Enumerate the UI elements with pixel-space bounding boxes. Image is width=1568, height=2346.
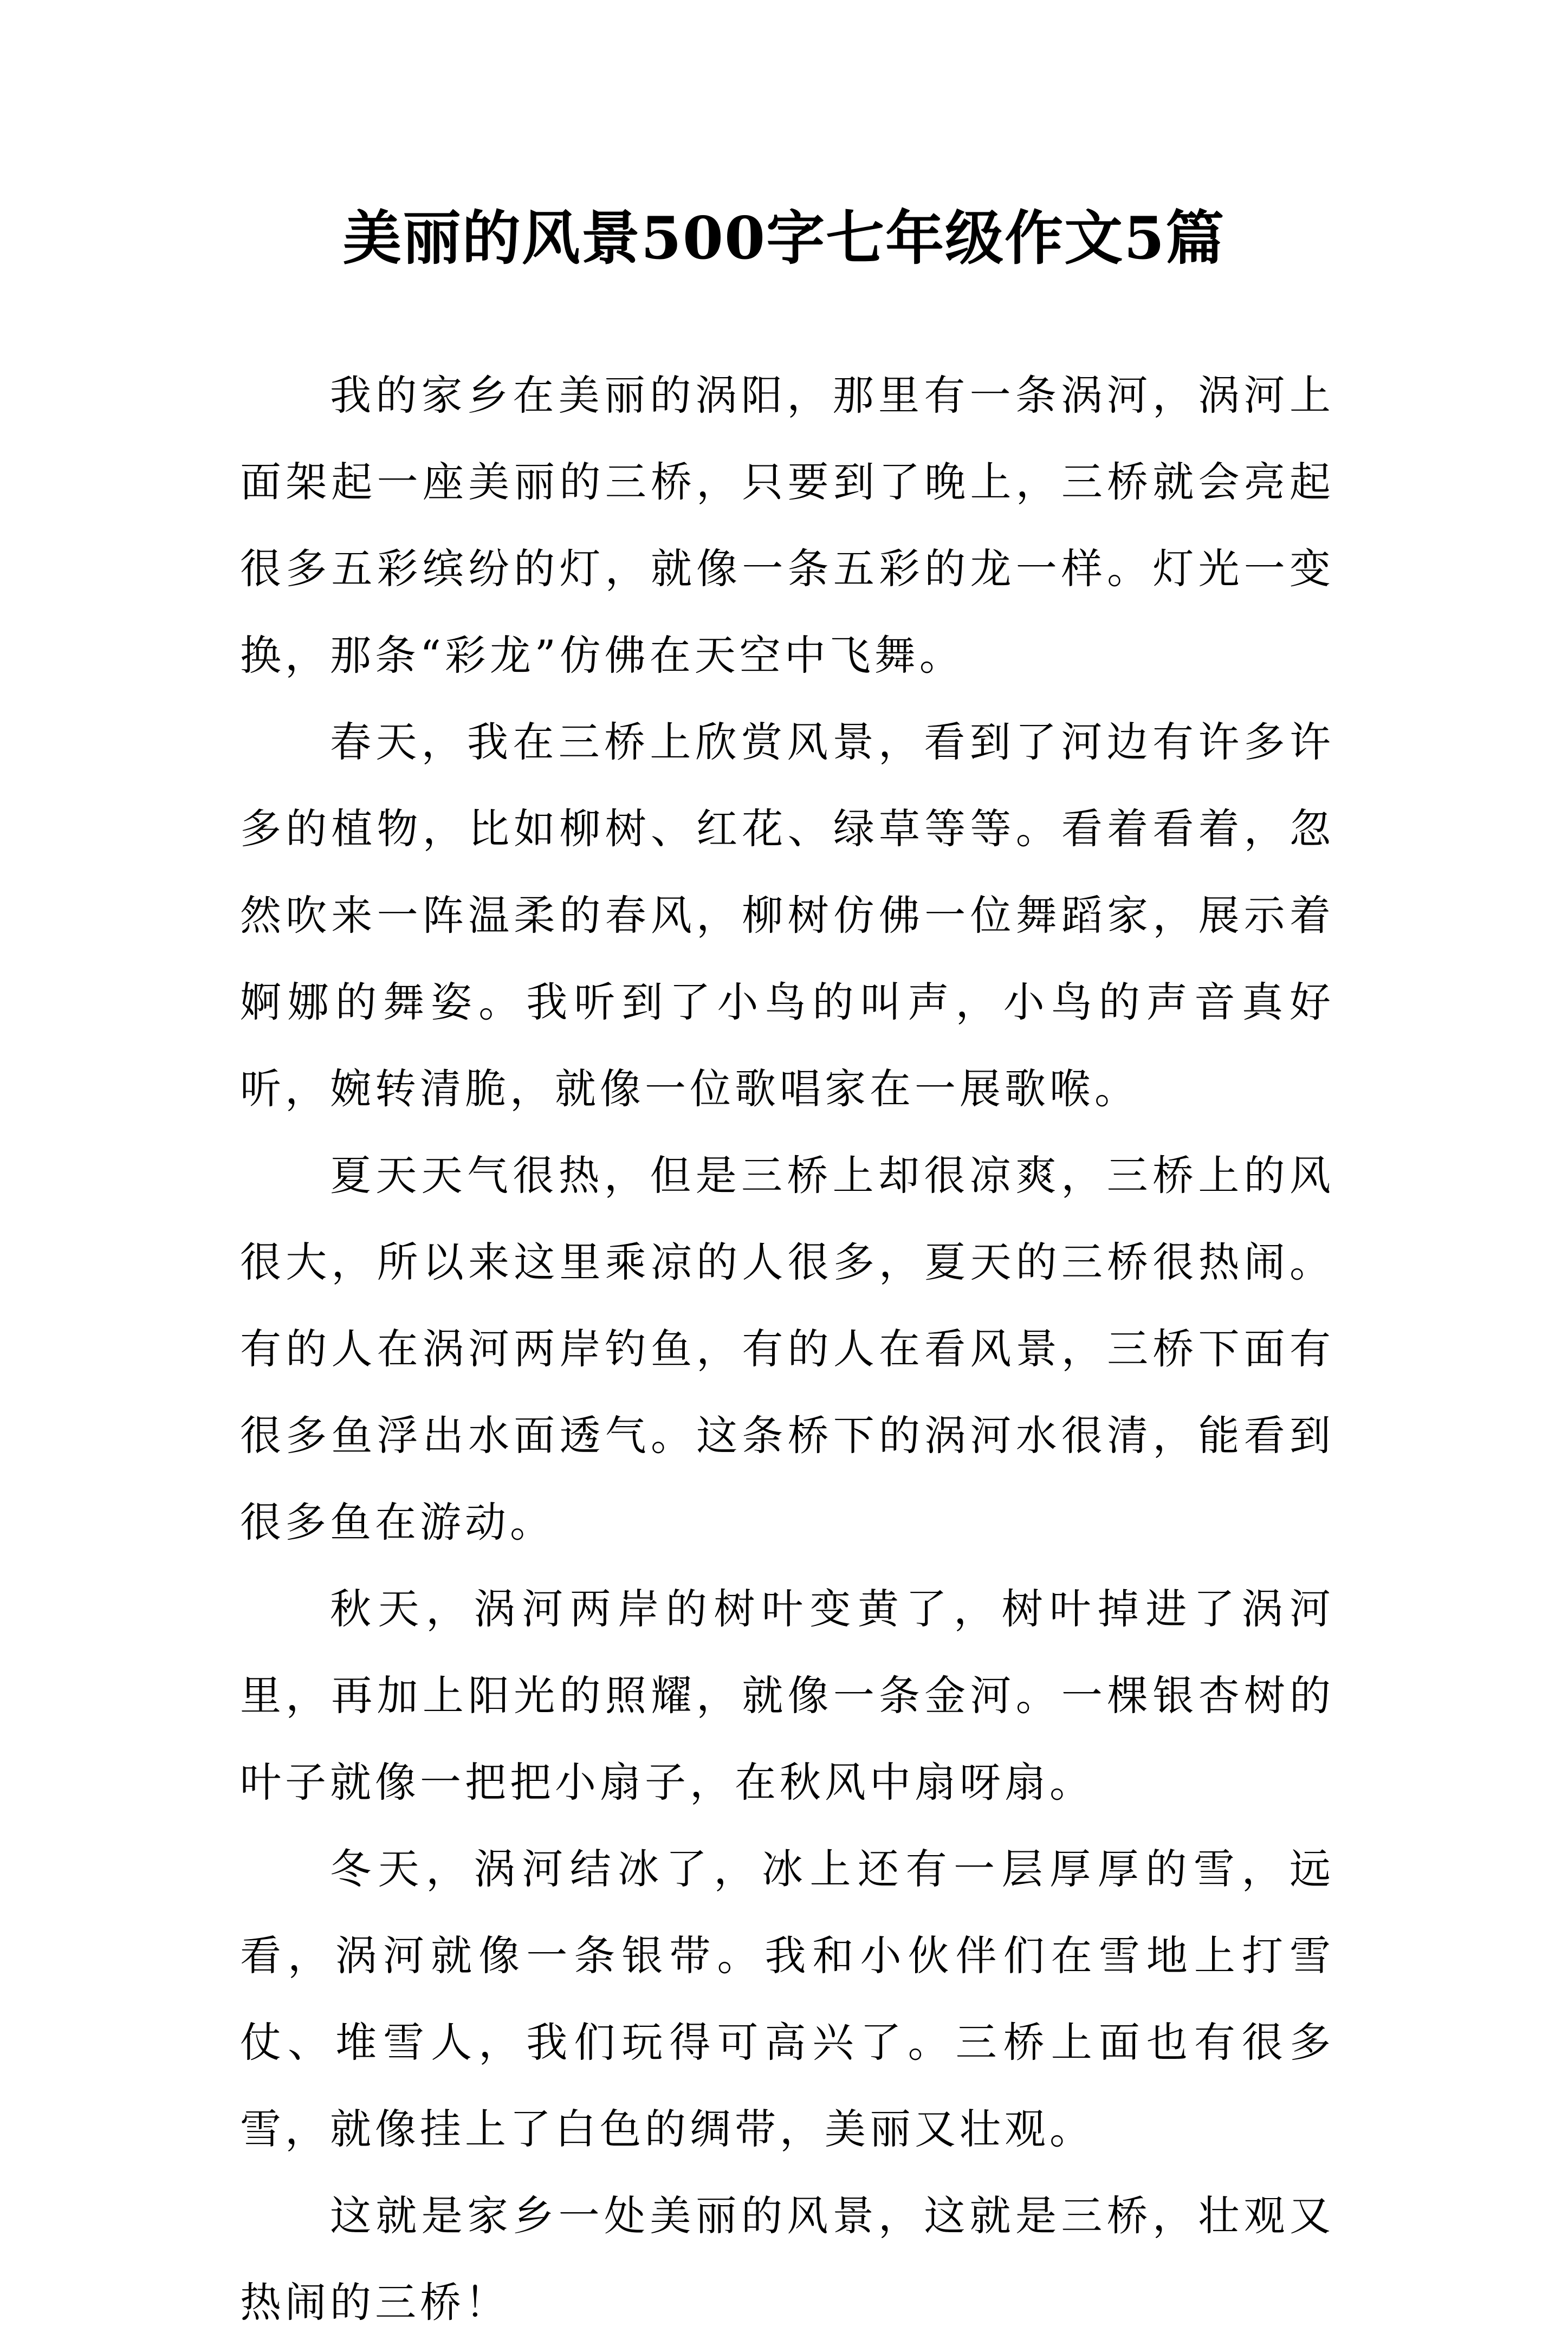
paragraph-winter: 冬天，涡河结冰了，冰上还有一层厚厚的雪，远看，涡河就像一条银带。我和小伙伴们在雪地上打雪仗、堆雪人，我们玩得可高兴了。三桥上面也有很多雪，就像挂上了白色的绸带，美丽又壮观。	[240, 1845, 1334, 2153]
paragraph-spring: 春天，我在三桥上欣赏风景，看到了河边有许多许多的植物，比如柳树、红花、绿草等等。看着看着，忽然吹来一阵温柔的春风，柳树仿佛一位舞蹈家，展示着婀娜的舞姿。我听到了小鸟的叫声，小鸟的声音真好听，婉转清脆，就像一位歌唱家在一展歌喉。	[240, 718, 1334, 1113]
paragraph-intro: 我的家乡在美丽的涡阳，那里有一条涡河，涡河上面架起一座美丽的三桥，只要到了晚上，三桥就会亮起很多五彩缤纷的灯，就像一条五彩的龙一样。灯光一变换，那条“彩龙”仿佛在天空中飞舞。	[240, 371, 1334, 679]
document-title: 美丽的风景500字七年级作文5篇	[342, 204, 1226, 273]
paragraph-conclusion: 这就是家乡一处美丽的风景，这就是三桥，壮观又热闹的三桥！	[240, 2192, 1334, 2326]
paragraph-autumn: 秋天，涡河两岸的树叶变黄了，树叶掉进了涡河里，再加上阳光的照耀，就像一条金河。一棵银杏树的叶子就像一把把小扇子，在秋风中扇呀扇。	[240, 1585, 1334, 1806]
paragraph-summer: 夏天天气很热，但是三桥上却很凉爽，三桥上的风很大，所以来这里乘凉的人很多，夏天的三桥很热闹。有的人在涡河两岸钓鱼，有的人在看风景，三桥下面有很多鱼浮出水面透气。这条桥下的涡河水很清，能看到很多鱼在游动。	[240, 1151, 1334, 1546]
document-body	[240, 352, 1334, 2346]
